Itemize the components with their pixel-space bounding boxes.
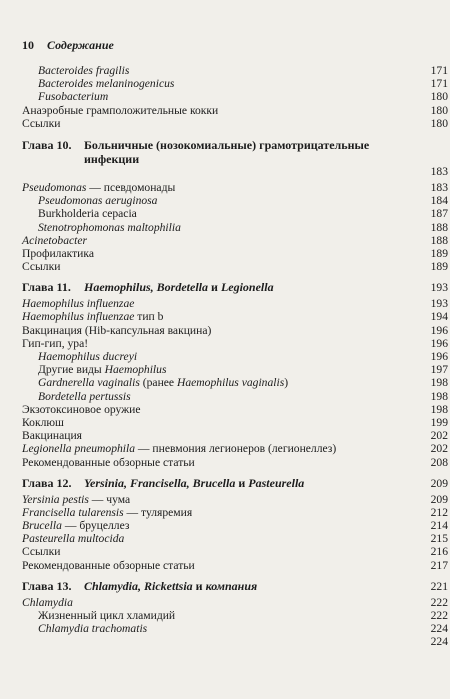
toc-entry-title: Pasteurella multocida bbox=[22, 532, 125, 546]
toc-entry-page: 198 bbox=[430, 402, 448, 416]
toc-entry-title: Chlamydia trachomatis bbox=[38, 622, 148, 636]
toc-entry-page: 208 bbox=[430, 455, 448, 469]
toc-entry[interactable] bbox=[22, 194, 448, 207]
toc-entry-page: 180 bbox=[430, 103, 448, 117]
toc-entry-page: 180 bbox=[430, 116, 448, 130]
toc-entry[interactable] bbox=[22, 456, 448, 469]
chapter-title: Haemophilus, Bordetella и Legionella bbox=[84, 280, 274, 295]
toc-entry-page: 196 bbox=[430, 336, 448, 350]
toc-entry-title: Bacteroides fragilis bbox=[38, 64, 130, 77]
toc-entry-title: Haemophilus influenzae bbox=[22, 297, 135, 311]
toc-entry[interactable] bbox=[22, 429, 448, 442]
toc-entry-page: 214 bbox=[430, 519, 448, 533]
chapter-page-number: 193 bbox=[430, 281, 448, 295]
toc-entry-page: 187 bbox=[430, 207, 448, 221]
toc-entry-title: Bacteroides melaninogenicus bbox=[38, 77, 175, 91]
toc-entry-title: Ссылки bbox=[22, 260, 61, 274]
toc-entry[interactable] bbox=[22, 506, 448, 519]
toc-entry[interactable] bbox=[22, 247, 448, 260]
page-number: 10 bbox=[22, 38, 34, 52]
toc-entry-page: 224 bbox=[430, 622, 448, 636]
toc-entry-title: Вакцинация (Hib-капсульная вакцина) bbox=[22, 323, 212, 337]
toc-entry-title: Рекомендованные обзорные статьи bbox=[22, 455, 195, 469]
toc-entry-page: 193 bbox=[430, 297, 448, 311]
toc-entry-title: Acinetobacter bbox=[22, 233, 88, 247]
chapter-page-number: 183 bbox=[430, 164, 448, 178]
toc-entry[interactable] bbox=[22, 234, 448, 247]
chapter-label: Глава 12. bbox=[22, 475, 72, 490]
toc-entry-title: Профилактика bbox=[22, 246, 94, 260]
toc-entry-page: 196 bbox=[430, 350, 448, 363]
toc-entry[interactable] bbox=[22, 207, 448, 220]
toc-entry[interactable] bbox=[22, 221, 448, 234]
toc-entry-title: Анаэробные грамположительные кокки bbox=[22, 103, 219, 117]
toc-entry-title: Gardnerella vaginalis (ранее Haemophilus vaginalis) bbox=[38, 376, 289, 390]
chapter-label: Глава 13. bbox=[22, 578, 72, 593]
chapter-label: Глава 11. bbox=[22, 280, 71, 295]
toc-entry-page: 212 bbox=[430, 505, 448, 519]
table-of-contents bbox=[22, 64, 448, 649]
toc-entry[interactable] bbox=[22, 117, 448, 130]
toc-entry-page: 196 bbox=[430, 323, 448, 337]
toc-entry-page: 189 bbox=[430, 260, 448, 274]
toc-entry-title: Stenotrophomonas maltophilia bbox=[38, 220, 181, 234]
toc-entry[interactable] bbox=[22, 622, 448, 635]
toc-entry-page: 215 bbox=[430, 532, 448, 546]
toc-entry[interactable] bbox=[22, 77, 448, 90]
toc-entry-title: Жизненный цикл хламидий bbox=[38, 609, 176, 622]
toc-entry[interactable] bbox=[22, 635, 448, 648]
toc-entry-title: Chlamydia bbox=[22, 595, 73, 609]
toc-entry-title: Коклюш bbox=[22, 415, 64, 429]
toc-entry[interactable] bbox=[22, 442, 448, 455]
toc-entry-page: 202 bbox=[430, 442, 448, 456]
toc-entry[interactable] bbox=[22, 596, 448, 609]
toc-entry-page: 198 bbox=[430, 376, 448, 390]
toc-entry-page: 224 bbox=[430, 635, 448, 649]
toc-entry-page: 198 bbox=[430, 389, 448, 403]
chapter-title: Chlamydia, Rickettsia и компания bbox=[84, 578, 258, 593]
toc-entry-page: 171 bbox=[430, 77, 448, 91]
toc-entry[interactable] bbox=[22, 181, 448, 194]
chapter-heading bbox=[22, 579, 448, 593]
toc-entry[interactable] bbox=[22, 260, 448, 273]
toc-entry-title: Haemophilus influenzae тип b bbox=[22, 310, 164, 324]
toc-entry-page: 183 bbox=[430, 180, 448, 194]
toc-entry-page: 222 bbox=[430, 609, 448, 622]
toc-entry-page: 188 bbox=[430, 233, 448, 247]
toc-entry-title: Pseudomonas — псевдомонады bbox=[22, 180, 176, 194]
toc-entry[interactable] bbox=[22, 363, 448, 376]
toc-entry-page: 189 bbox=[430, 246, 448, 260]
toc-entry-page: 180 bbox=[430, 90, 448, 104]
toc-entry[interactable] bbox=[22, 90, 448, 103]
chapter-heading bbox=[22, 476, 448, 490]
toc-entry-title: Вакцинация bbox=[22, 429, 83, 443]
toc-entry-title: Pseudomonas aeruginosa bbox=[38, 194, 158, 208]
toc-entry-title: Экзотоксиновое оружие bbox=[22, 402, 141, 416]
toc-entry[interactable] bbox=[22, 609, 448, 622]
toc-entry-page: 217 bbox=[430, 558, 448, 572]
toc-entry[interactable] bbox=[22, 559, 448, 572]
toc-entry-page: 199 bbox=[430, 415, 448, 429]
chapter-heading bbox=[22, 280, 448, 294]
toc-entry-title: Bordetella pertussis bbox=[38, 389, 131, 403]
toc-entry[interactable] bbox=[22, 350, 448, 363]
chapter-label: Глава 10. bbox=[22, 137, 72, 152]
toc-entry-title: Francisella tularensis — туляремия bbox=[22, 505, 193, 519]
toc-entry-page: 209 bbox=[430, 492, 448, 506]
toc-entry-title: Fusobacterium bbox=[38, 90, 109, 104]
toc-entry[interactable] bbox=[22, 324, 448, 337]
toc-entry-page: 202 bbox=[430, 429, 448, 443]
toc-entry[interactable] bbox=[22, 297, 448, 310]
chapter-title: Больничные (нозокомиальные) грамотрицательные инфекции bbox=[84, 137, 370, 166]
toc-entry-title: Brucella — бруцеллез bbox=[22, 519, 130, 533]
toc-entry-title: Гип-гип, ура! bbox=[22, 336, 89, 350]
toc-entry-page: 171 bbox=[430, 64, 448, 77]
chapter-title: Yersinia, Francisella, Brucella и Pasteurella bbox=[84, 475, 305, 490]
toc-entry[interactable] bbox=[22, 519, 448, 532]
toc-entry[interactable] bbox=[22, 493, 448, 506]
toc-entry-title: Ссылки bbox=[22, 545, 61, 559]
toc-entry-page: 222 bbox=[430, 595, 448, 609]
toc-entry-title: Рекомендованные обзорные статьи bbox=[22, 558, 195, 572]
toc-entry-title: Другие виды Haemophilus bbox=[38, 363, 167, 377]
toc-entry-title: Burkholderia cepacia bbox=[38, 207, 137, 221]
toc-entry-page: 216 bbox=[430, 545, 448, 559]
toc-entry-page: 184 bbox=[430, 194, 448, 208]
page-header bbox=[22, 38, 114, 53]
chapter-heading bbox=[22, 138, 448, 178]
toc-entry-title: Yersinia pestis — чума bbox=[22, 492, 131, 506]
toc-entry-page: 197 bbox=[430, 363, 448, 377]
toc-entry[interactable] bbox=[22, 532, 448, 545]
toc-entry[interactable] bbox=[22, 310, 448, 323]
chapter-page-number: 209 bbox=[430, 476, 448, 490]
toc-entry[interactable] bbox=[22, 64, 448, 77]
toc-entry[interactable] bbox=[22, 104, 448, 117]
toc-entry-page: 188 bbox=[430, 220, 448, 234]
toc-entry[interactable] bbox=[22, 390, 448, 403]
toc-entry[interactable] bbox=[22, 545, 448, 558]
toc-entry[interactable] bbox=[22, 403, 448, 416]
chapter-page-number: 221 bbox=[430, 579, 448, 593]
running-title: Содержание bbox=[47, 38, 114, 52]
toc-entry[interactable] bbox=[22, 337, 448, 350]
toc-entry[interactable] bbox=[22, 416, 448, 429]
toc-entry[interactable] bbox=[22, 376, 448, 389]
toc-entry-page: 194 bbox=[430, 310, 448, 324]
toc-entry-title: Ссылки bbox=[22, 116, 61, 130]
toc-entry-title: Legionella pneumophila — пневмония легионеров (легионеллез) bbox=[22, 442, 337, 456]
toc-entry-title: Haemophilus ducreyi bbox=[38, 350, 138, 363]
